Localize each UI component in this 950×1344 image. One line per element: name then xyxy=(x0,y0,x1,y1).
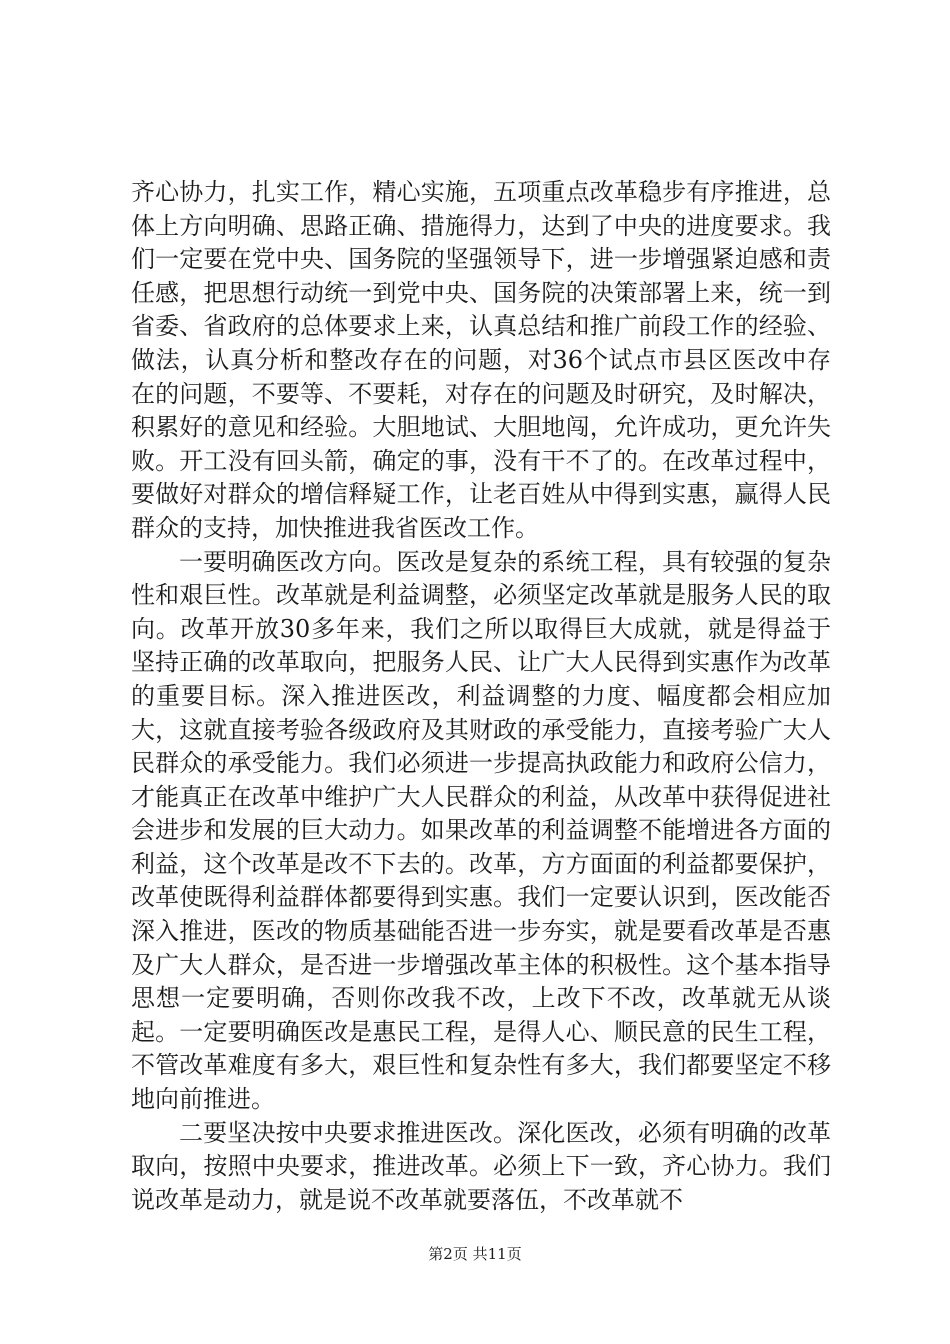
paragraph-continuation: 齐心协力，扎实工作，精心实施，五项重点改革稳步有序推进，总体上方向明确、思路正确、措施得力，达到了中央的进度要求。我们一定要在党中央、国务院的坚强领导下，进一步增强紧迫感和责任感，把思想行动统一到党中央、国务院的决策部署上来，统一到省委、省政府的总体要求上来，认真总结和推广前段工作的经验、做法，认真分析和整改存在的问题，对36个试点市县区医改中存在的问题，不要等、不要耗，对存在的问题及时研究，及时解决，积累好的意见和经验。大胆地试、大胆地闯，允许成功，更允许失败。开工没有回头箭，确定的事，没有干不了的。在改革过程中，要做好对群众的增信释疑工作，让老百姓从中得到实惠，赢得人民群众的支持，加快推进我省医改工作。 xyxy=(131,178,831,542)
document-body xyxy=(131,176,831,1217)
page-number-footer: 第2页 共11页 xyxy=(428,1245,522,1263)
paragraph-follow-central-requirements: 二要坚决按中央要求推进医改。深化医改，必须有明确的改革取向，按照中央要求，推进改革。必须上下一致，齐心协力。我们说改革是动力，就是说不改革就要落伍，不改革就不 xyxy=(131,1118,831,1214)
paragraph-medical-reform-direction: 一要明确医改方向。医改是复杂的系统工程，具有较强的复杂性和艰巨性。改革就是利益调整，必须坚定改革就是服务人民的取向。改革开放30多年来，我们之所以取得巨大成就，就是得益于坚持正确的改革取向，把服务人民、让广大人民得到实惠作为改革的重要目标。深入推进医改，利益调整的力度、幅度都会相应加大，这就直接考验各级政府及其财政的承受能力，直接考验广大人民群众的承受能力。我们必须进一步提高执政能力和政府公信力，才能真正在改革中维护广大人民群众的利益，从改革中获得促进社会进步和发展的巨大动力。如果改革的利益调整不能增进各方面的利益，这个改革是改不下去的。改革，方方面面的利益都要保护，改革使既得利益群体都要得到实惠。我们一定要认识到，医改能否深入推进，医改的物质基础能否进一步夯实，就是要看改革是否惠及广大人群众，是否进一步增强改革主体的积极性。这个基本指导思想一定要明确，否则你改我不改，上改下不改，改革就无从谈起。一定要明确医改是惠民工程，是得人心、顺民意的民生工程，不管改革难度有多大，艰巨性和复杂性有多大，我们都要坚定不移地向前推进。 xyxy=(131,547,831,1114)
